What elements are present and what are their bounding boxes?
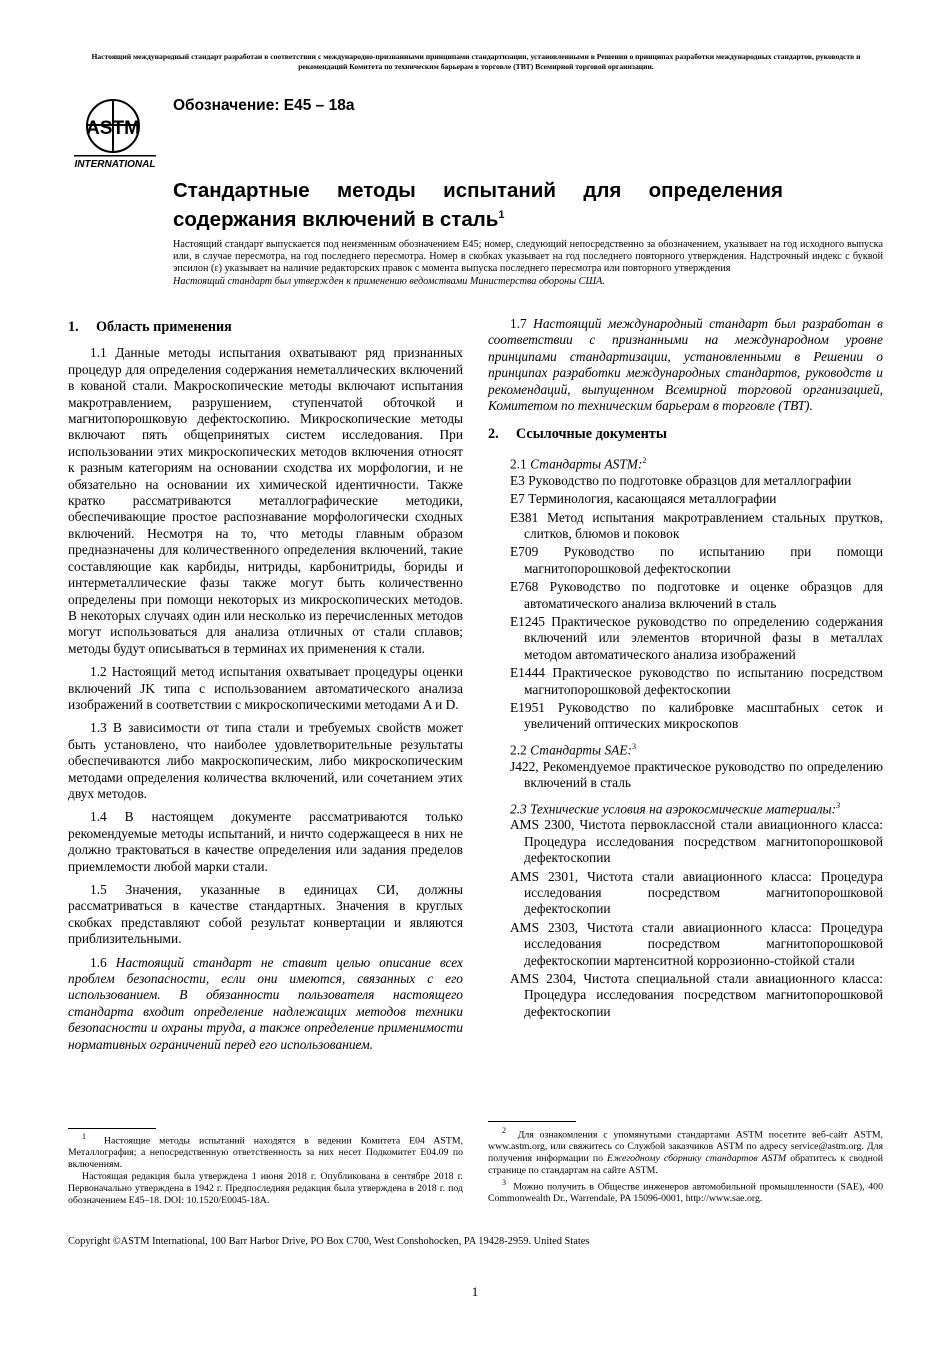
astm-ref-e1444: E1444 Практическое руководство по испытанию посредством магнитопорошковой дефектоскопии	[510, 665, 883, 697]
subsection-2-1-title: Стандарты ASTM:	[530, 456, 643, 472]
astm-ref-e1951: E1951 Руководство по калибровке масштабных сеток и увеличений оптических микроскопов	[510, 700, 883, 732]
paragraph-1-6-text: Настоящий стандарт не ставит целью описание всех проблем безопасности, если они имеются, связанных с его использованием. В обязанности пользователя настоящего стандарта входит определение надлежащих методов техники безопасности и охраны труда, а также определение применимости нормативных ограничений перед его использованием.	[68, 954, 463, 1052]
astm-ref-e709: E709 Руководство по испытанию при помощи магнитопорошковой дефектоскопии	[510, 544, 883, 576]
footnote-1	[68, 1131, 463, 1171]
ams-ref-2300: AMS 2300, Чистота первоклассной стали авиационного класса: Процедура исследования посредством магнитопорошковой дефектоскопии	[510, 817, 883, 866]
subsection-2-2-heading	[510, 739, 883, 759]
paragraph-1-6	[68, 955, 463, 1053]
astm-ref-e381: E381 Метод испытания макротравлением стальных прутков, слитков, блюмов и поковок	[510, 509, 883, 541]
subsection-2-2-number: 2.2	[510, 742, 527, 758]
paragraph-1-7	[488, 316, 883, 414]
ams-ref-2303: AMS 2303, Чистота стали авиационного класса: Процедура исследования посредством магнитопорошковой дефектоскопии мартенситной коррозионно-стойкой стали	[510, 919, 883, 968]
paragraph-1-7-number: 1.7	[510, 316, 527, 331]
paragraph-1-3: 1.3 В зависимости от типа стали и требуемых свойств может быть установлено, что наиболее удовлетворительные результаты обеспечиваются либо макроскопическим, либо микроскопическим методами определения количества включений, или сочетанием этих двух методов.	[68, 720, 463, 801]
astm-ref-e7: E7 Терминология, касающаяся металлографии	[510, 491, 777, 507]
subsection-2-1-mark: 2	[642, 455, 647, 465]
section-2-heading	[488, 426, 883, 442]
right-column	[488, 316, 883, 1022]
footnote-1-edition: Настоящая редакция была утверждена 1 июня 2018 г. Опубликована в сентябре 2018 г. Первоначально утверждена в 1942 г. Предпоследняя редакция была утверждена в 2018 г. под обозначением E45–18. DOI: 10.1520/E0045-18A.	[68, 1170, 463, 1206]
astm-international-logo	[74, 98, 156, 170]
issuance-note-text: Настоящий стандарт выпускается под неизменным обозначением E45; номер, следующий непосредственно за обозначением, указывает на год исходного выпуска или, в случае пересмотра, на год последнего пересмотра. Номер в скобках указывает на год последнего повторного утверждения. Надстрочный индекс с буквой эпсилон (ε) указывает на наличие редакторских правок с момента выпуска последнего пересмотра или повторного утверждения	[173, 239, 883, 275]
paragraph-1-1: 1.1 Данные методы испытания охватывают ряд признанных процедур для определения содержания неметаллических включений в кованой стали. Макроскопические методы включают испытания макротравлением, разрушением, ступенчатой обточкой и магнитопорошковую дефектоскопию. Микроскопические методы включают пять общепринятых систем исследования. При использовании этих микроскопических методов включения относят к разным категориям на основании сходства их морфологии, и не обязательно на основании их химической идентичности. Также кратко рассматриваются металлографические методики, обеспечивающие простое распознавание морфологически сходных включений. Несмотря на то, что методы главным образом предназначены для количественного определения включений, такие составляющие как карбиды, нитриды, карбонитриды, бориды и интерметаллические фазы также могут быть количественно определены при помощи некоторых из микроскопических методов. В некоторых случаях один или несколько из перечисленных методов могут использоваться для анализа отличных от стали сплавов; методы будут описываться в терминах их применения к стали.	[68, 345, 463, 656]
title-line-1: Стандартные методы испытаний для определения	[173, 179, 783, 202]
subsection-2-2-mark: 3	[632, 741, 636, 751]
subsection-2-3-heading	[510, 798, 883, 818]
subsection-2-3-mark: 3	[836, 800, 841, 810]
section-1-heading	[68, 319, 463, 335]
footnote-2-text-a: Для ознакомления с упомянутыми стандартами ASTM посетите веб-сайт ASTM, www.astm.org, или свяжитесь со Службой заказчиков ASTM по адресу service@astm.org. Для получения информации по	[488, 1129, 883, 1165]
astm-ref-e768: E768 Руководство по подготовке и оценке образцов для автоматического анализа включений в сталь	[510, 579, 883, 611]
footnote-3-text: Можно получить в Обществе инженеров автомобильной промышленности (SAE), 400 Commonwealth Dr., Warrendale, PA 15096-0001, http://www.sae.org.	[488, 1181, 883, 1205]
footnote-3-mark: 3	[502, 1177, 506, 1187]
page-number: 1	[471, 1284, 479, 1299]
footnote-3	[488, 1177, 883, 1205]
copyright-notice: Copyright ©ASTM International, 100 Barr Harbor Drive, PO Box C700, West Conshohocken, PA 19428-2959. United States	[68, 1236, 590, 1247]
logo-letters: ASTM	[86, 118, 140, 139]
ams-ref-2301: AMS 2301, Чистота стали авиационного класса: Процедура исследования посредством магнитопорошковой дефектоскопии	[510, 868, 883, 917]
footnotes-left	[68, 1131, 463, 1207]
logo-international-text: INTERNATIONAL	[74, 159, 156, 170]
paragraph-1-2: 1.2 Настоящий метод испытания охватывает процедуры оценки включений JK типа с использованием автоматического анализа изображений в соответствии с микроскопическими методами A и D.	[68, 664, 463, 712]
section-1-number: 1.	[68, 319, 79, 335]
footnote-1-text: Настоящие методы испытаний находятся в ведении Комитета E04 ASTM, Металлография; а непосредственную ответственность за них несет Подкомитет E04.09 по включениям.	[68, 1135, 463, 1171]
footnote-divider-left	[68, 1128, 156, 1129]
standard-designation: Обозначение: E45 – 18a	[173, 97, 355, 114]
subsection-2-3-title: 2.3 Технические условия на аэрокосмические материалы:	[510, 800, 837, 816]
section-2-title: Ссылочные документы	[516, 426, 667, 443]
title-line-2-text: содержания включений в сталь	[173, 207, 499, 231]
dod-approval-note: Настоящий стандарт был утвержден к применению ведомствами Министерства обороны США.	[173, 275, 605, 287]
footnote-2-mark: 2	[502, 1126, 506, 1135]
paragraph-1-5: 1.5 Значения, указанные в единицах СИ, должны рассматриваться в качестве стандартных. Значения в круглых скобках представляют собой результат конвертации и являются приблизительными.	[68, 882, 463, 947]
left-column	[68, 316, 463, 1060]
paragraph-1-6-number: 1.6	[90, 954, 107, 970]
ams-ref-2304: AMS 2304, Чистота специальной стали авиационного класса: Процедура исследования посредством магнитопорошковой дефектоскопии	[510, 971, 883, 1019]
paragraph-1-4: 1.4 В настоящем документе рассматриваются только рекомендуемые методы испытаний, и ничто содержащееся в них не должно трактоваться в качестве определения или задания пределов приемлемости любой марки стали.	[68, 809, 463, 874]
footnote-2	[488, 1125, 883, 1177]
astm-ref-e1245: E1245 Практическое руководство по определению содержания включений или элементов вторичной фазы в металлах методом автоматического анализа изображений	[510, 613, 883, 662]
footnote-2-text-italic: Ежегодному сборнику стандартов ASTM	[607, 1153, 787, 1165]
standard-issuance-note	[173, 239, 883, 288]
section-2-number: 2.	[488, 426, 499, 443]
document-title	[173, 178, 783, 232]
section-1-title: Область применения	[96, 319, 232, 335]
subsection-2-2-title: Стандарты SAE:	[530, 742, 632, 758]
paragraph-1-7-text: Настоящий международный стандарт был разработан в соответствии с признанными на международном уровне принципами стандартизации, установленными в Решении о принципах разработки международных стандартов, руководств и рекомендаций, выпущенном Всемирной торговой организацией, Комитетом по техническим барьерам в торговле (ТВТ).	[488, 316, 883, 414]
footnote-divider-right	[488, 1121, 576, 1122]
title-line-2	[173, 203, 783, 232]
astm-ref-e3: E3 Руководство по подготовке образцов для металлографии	[510, 472, 852, 488]
footnotes-right	[488, 1125, 883, 1205]
sae-ref-j422: J422, Рекомендуемое практическое руководство по определению включений в сталь	[510, 758, 883, 791]
subsection-2-1-number: 2.1	[510, 456, 527, 472]
footnote-2-text-b: обратитесь к сводной странице по стандартам на сайте ASTM.	[488, 1153, 884, 1176]
footnote-1-mark: 1	[82, 1132, 86, 1141]
subsection-2-1-heading	[510, 453, 883, 473]
title-footnote-mark: 1	[498, 209, 505, 221]
international-standard-note: Настоящий международный стандарт разработан в соответствии с международно-признанными принципами стандартизации, установленными в Решении о принципах разработки международных стандартов, руководств и рекомендаций Комитета по техническим барьерам в торговле (ТВТ) Всемирной торговой организации.	[91, 52, 861, 71]
